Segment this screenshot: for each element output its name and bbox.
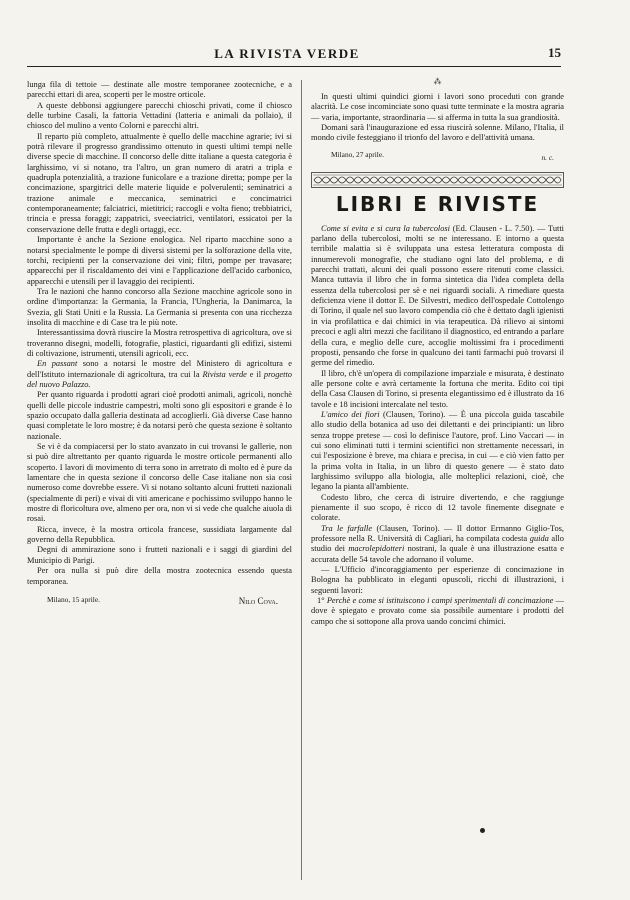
text-run: allo studio dei	[311, 534, 564, 554]
paragraph: In questi ultimi quindici giorni i lavori sono proceduti con grande alacrità. Le cose incominciate sono quasi tutte terminate e la mostra agraria — varia, importante, straordinaria — si afferma in tutta la sua grandiosità.	[311, 92, 564, 122]
right-column	[311, 77, 565, 627]
italic-phrase: En passant	[37, 359, 78, 369]
author-initials: n. c.	[541, 152, 554, 162]
author-name: Nilo Cova.	[238, 595, 278, 606]
place-date: Milano, 15 aprile.	[47, 594, 100, 604]
list-item	[311, 596, 564, 627]
page-number: 15	[548, 45, 561, 60]
text-run: (Clausen, Torino). — Il dottor Ermanno Giglio-Tos, professore nella R. Università di Cagliari, ha compilata codesta	[311, 523, 564, 544]
ornamental-band	[311, 172, 564, 188]
asterism-ornament: ⁂	[433, 77, 442, 86]
paragraph-en-passant	[27, 359, 292, 390]
left-column	[27, 80, 292, 609]
page-header	[27, 45, 561, 66]
text-run: (Ed. Clausen - L. 7.50). — Tutti parlano della tubercolosi, molti se ne interessano. E intorno a questa terribile malattia si è sviluppata una estesa letteratura composta di innumerevoli monografie, che studiano ogni lato del problema, e di parecchi trattati, alcuni dei quali possono essere ritenuti come classici. Manca tuttavia il libro che in forma sintetica dia l'idea completa della essenza della tubercolosi per sè e nei riguardi sociali. A rimediare questa deficienza viene il dottor E. De Silvestri, medico dell'ospedale Cottolengo di Torino, il quale nel suo lavoro compendia ciò che è dettato dagli igienisti in via profilattica e dai chimici in via terapeutica. Dà rilievo ai sintomi precoci e agli altri mezzi che facilitano il diagnostico, ed entrando a parlare della cura, e meglio delle cure, accoglie moltissimi fra i procedimenti proposti, pensando che forse in qualcuno dei tanti farmachi può trovarsi il germe del rimedio.	[311, 223, 564, 368]
paragraph: Degni di ammirazione sono i frutteti nazionali e i saggi di giardini del Municipio di Parigi.	[27, 545, 292, 565]
italic-phrase: Rivista verde	[202, 369, 247, 379]
text-run: sono a notarsi le mostre del Ministero di agricoltura e dell'Istituto internazionale di agricoltura, tra cui la	[27, 359, 292, 379]
column-divider	[301, 80, 302, 880]
book-title: L'amico dei fiori	[321, 409, 380, 419]
review-paragraph	[311, 524, 564, 565]
section-title: LIBRI E RIVISTE	[335, 191, 540, 216]
paragraph: Ricca, invece, è la mostra orticola francese, sussidiata largamente dal governo della Repubblica.	[27, 524, 292, 545]
text-run: e il	[246, 369, 264, 379]
article-signature	[27, 595, 292, 609]
italic-phrase: progetto del nuovo Palazzo.	[27, 369, 292, 389]
ornament-svg	[311, 172, 564, 188]
text-run: (Clausen, Torino). — È una piccola guida tascabile allo studio della botanica ad uso dei dilettanti e dei principianti: un libro senza troppe pretese — così lo definisce l'autore, prof. Lino Vaccari — in cui sono eliminati tutti i termini scientifici non strettamente necessari, in cui l'esposizione è breve, ma chiara e precisa, in cui — e ciò vien fatto per la prima volta in Italia, in un libro di questo genere — è stato dato larghissimo sviluppo alla biologia, alle molteplici relazioni, cioè, che legano la pianta all'ambiente.	[311, 409, 564, 492]
book-title: Come si evita e si cura la tubercolosi	[321, 223, 451, 233]
paragraph: A queste debbonsi aggiungere parecchi chioschi privati, come il chiosco delle turbine Casali, la fattoria Vettadini (latteria e animali da pollaio), il chiosco del mulino a vento Colorni e parecchi altri.	[27, 100, 292, 131]
paragraph: Importante è anche la Sezione enologica. Nel riparto macchine sono a notarsi specialmente le pompe di diversi sistemi per la solforazione della vite, torchi, recipienti per la conservazione dei vini; filtri, pompe per travasare; apparecchi per il riscaldamento dei vini e l'applicazione dell'acido carbonico, apparecchi e utensili per il lavaggio dei recipienti.	[27, 235, 292, 286]
paragraph: Se vi è da compiacersi per lo stato avanzato in cui trovansi le gallerie, non si può dire altrettanto per quanto riguarda le mostre orticole permanenti allo scoperto. I lavori di movimento di terra sono in arretrato di molto ed è pure da lamentare che in questa sezione il concorso delle Case italiane non sia così numeroso come dovrebbe essere. Vi si notano soltanto alcuni frutteti nazionali (specialmente di peri) e vivai di viti americane e pochissimo sviluppo hanno le mostre di floricoltura ove, almeno per ora, non vi si vede che qualche aiuola di rosai.	[27, 442, 292, 524]
italic-word: guida	[529, 534, 549, 544]
paragraph: lunga fila di tettoie — destinate alle mostre temporanee zootecniche, e a parecchi ettari di area, scoperti per le mostre orticole.	[27, 80, 292, 100]
review-paragraph	[311, 224, 564, 369]
paragraph: Per ora nulla si può dire della mostra zootecnica essendo questa temporanea.	[27, 566, 292, 586]
paragraph: Il libro, ch'è un'opera di compilazione imparziale e misurata, è destinato alle persone colte e avrà certamente la fortuna che merita. Edito coi tipi della Casa Clausen di Torino, si presenta elegantissimo ed è illustrato da 16 tavole e 18 incisioni intercalate nel testo.	[311, 368, 564, 409]
paragraph: — L'Ufficio d'incoraggiamento per esperienze di concimazione in Bologna ha pubblicato in eleganti opuscoli, ricchi di illustrazioni, i seguenti lavori:	[311, 565, 564, 595]
paragraph: Per quanto riguarda i prodotti agrari cioè prodotti animali, agricoli, nonchè quelli delle piccole industrie campestri, molti sono gli espositori e grande è lo spazio occupato dalla galleria destinata ad accoglierli. Già diverse Case hanno quasi completate le loro mostre; è da notarsi però che questa sezione è soltanto nazionale.	[27, 390, 292, 441]
paragraph: Tra le nazioni che hanno concorso alla Sezione macchine agricole sono in ordine d'importanza: la Germania, la Francia, l'Ungheria, la Danimarca, la Svezia, gli Stati Uniti e la Russia. La Germania si presenta con una ricchezza insolita di macchine e di Case tra le più note.	[27, 286, 292, 327]
paragraph: Il reparto più completo, attualmente è quello delle macchine agrarie; ivi si potrà rilevare il progresso grandissimo ottenuto in questi ultimi tempi nelle diverse specie di macchine. Il concorso delle ditte italiane a questa categoria è larghissimo, vi si notano, tra l'altro, un gran numero di aratri a tripla e quadrupla potenzialità, a trazione funicolare e a trazione diretta; pompe per la concimazione, spargitrici delle materie liquide e polverulenti; seminatrici a trazione animale e meccanica, seminatrici e concimatrici contemporaneamente; falciatrici, mietitrici; raccogli e volta fieno; trebbiatrici, trincia e pressa foraggi; zappatrici, sveeciatrici, ventilatori, essicatoi per la conservazione delle frutta e degli ortaggi, ecc.	[27, 131, 292, 234]
paragraph: Interessantissima dovrà riuscire la Mostra retrospettiva di agricoltura, ove si troveranno disegni, modelli, fotografie, plastici, riguardanti gli edifizi, sistemi di coltivazione, istrumenti, utensili agricoli, ecc.	[27, 328, 292, 358]
publication-title: Perchè e come si istituiscono i campi sperimentali di concimazione	[326, 596, 554, 606]
journal-title: LA RIVISTA VERDE	[214, 46, 360, 61]
list-number: 1°	[317, 596, 325, 606]
text-run: nostrani, la quale è una illustrazione esatta e accurata delle 54 tavole che adornano il volume.	[311, 544, 564, 564]
place-date: Milano, 27 aprile.	[331, 149, 384, 159]
book-title: Tra le farfalle	[321, 523, 373, 533]
ink-dot	[480, 828, 485, 833]
article-signature	[311, 150, 564, 164]
header-rule	[27, 66, 561, 67]
paragraph: Domani sarà l'inaugurazione ed essa riuscirà solenne. Milano, l'Italia, il mondo civile festeggiano il trionfo del lavoro e dell'attività umana.	[311, 123, 564, 143]
italic-word: macrolepidotteri	[348, 544, 405, 554]
text-run: — dove è spiegato e provato come sia possibile aumentare i prodotti del campo che si sottopone alla prova uando concimi chimici.	[311, 596, 565, 626]
paragraph: Codesto libro, che cerca di istruire divertendo, e che raggiunge pienamente il suo scopo, è ricco di 12 tavole finemente disegnate e colorate.	[311, 492, 564, 523]
review-paragraph	[311, 410, 564, 493]
